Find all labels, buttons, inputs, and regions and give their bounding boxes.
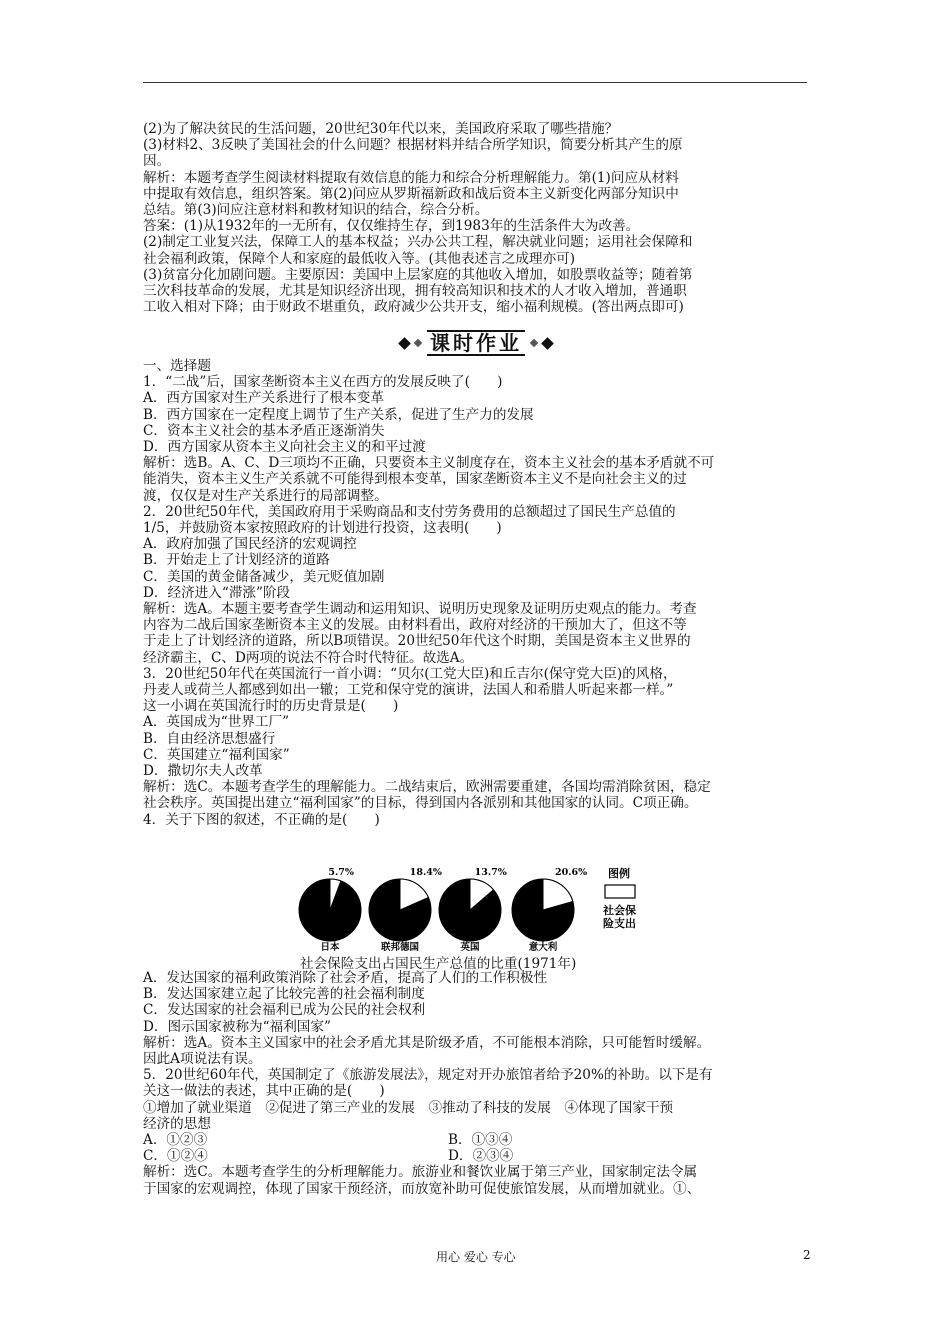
text-line: 解析：选A。本题主要考查学生调动和运用知识、说明历史现象及证明历史观点的能力。考查 [143, 601, 697, 618]
text-line: 社会秩序。英国提出建立“福利国家”的目标，得到国内各派别和其他国家的认同。C项正确。 [143, 795, 698, 812]
text-line: 渡，仅仅是对生产关系进行的局部调整。 [143, 487, 388, 504]
pie-category-label: 意大利 [528, 942, 558, 953]
exercise-block [143, 358, 815, 828]
pie-category-label: 英国 [460, 942, 480, 953]
text-line: C．英国建立“福利国家” [143, 746, 290, 763]
option-a: A．①②③ [143, 1132, 208, 1149]
text-line: D．西方国家从资本主义向社会主义的和平过渡 [143, 439, 426, 456]
text-line: 解析：选B。A、C、D三项均不正确，只要资本主义制度存在，资本主义社会的基本矛盾就不可 [143, 455, 715, 472]
diamond-icon [398, 337, 411, 350]
option-d: D．②③④ [448, 1148, 514, 1165]
q4-q5-block [143, 970, 815, 1197]
text-line: 社会福利政策，保障个人和家庭的最低收入等。(其他表述言之成理亦可) [143, 250, 576, 267]
text-line: 中提取有效信息，组织答案。第(2)问应从罗斯福新政和战后资本主义新变化两部分知识中 [143, 185, 679, 202]
text-line: D．撒切尔夫人改革 [143, 763, 263, 780]
text-line: 1/5，并鼓励资本家按照政府的计划进行投资，这表明( ) [143, 520, 502, 537]
pie-3 [439, 867, 507, 953]
text-line: 解析：选A。资本主义国家中的社会矛盾尤其是阶级矛盾，不可能根本消除，只可能暂时缓解。 [143, 1034, 711, 1051]
text-line: (3)贫富分化加剧问题。主要原因：美国中上层家庭的其他收入增加，如股票收益等；随着第 [143, 266, 693, 283]
text-line: 解析：选C。本题考查学生的分析理解能力。旅游业和餐饮业属于第三产业，国家制定法令属 [143, 1164, 698, 1181]
footer-motto: 用心 爱心 专心 [436, 1250, 516, 1264]
legend-title: 图例 [608, 867, 630, 880]
pie-4 [512, 867, 587, 953]
text-line: 解析：本题考查学生阅读材料提取有效信息的能力和综合分析理解能力。第(1)问应从材料 [143, 169, 679, 186]
text-line: A．英国成为“世界工厂” [143, 714, 290, 731]
diamond-icon [541, 337, 554, 350]
pie-value-label: 18.4% [409, 867, 442, 878]
text-line: C．资本主义社会的基本矛盾正逐渐消失 [143, 422, 385, 439]
text-line: A．西方国家对生产关系进行了根本变革 [143, 390, 384, 407]
text-line: 总结。第(3)问应注意材料和教材知识的结合，综合分析。 [143, 202, 489, 219]
text-line: 5．20世纪60年代，英国制定了《旅游发展法》，规定对开办旅馆者给予20%的补助。以下是有 [143, 1067, 713, 1084]
section-banner [376, 330, 576, 356]
legend-swatch [605, 885, 635, 898]
text-line: 2．20世纪50年代，美国政府用于采购商品和支付劳务费用的总额超过了国民生产总值的 [143, 503, 676, 520]
text-line: 解析：选C。本题考查学生的理解能力。二战结束后，欧洲需要重建，各国均需消除贫困，稳定 [143, 779, 711, 796]
text-line: B．西方国家在一定程度上调节了生产关系，促进了生产力的发展 [143, 406, 534, 423]
text-line: (3)材料2、3反映了美国社会的什么问题？根据材料并结合所学知识，简要分析其产生的原 [143, 137, 683, 154]
top-answer-block [143, 121, 815, 315]
option-b: B．①③④ [448, 1132, 513, 1149]
text-line: A．发达国家的福利政策消除了社会矛盾，提高了人们的工作积极性 [143, 970, 548, 986]
option-c: C．①②④ [143, 1148, 208, 1165]
pie-category-label: 日本 [320, 942, 340, 953]
text-line: 经济的思想 [143, 1115, 211, 1132]
text-line: 因此A项说法有误。 [143, 1051, 262, 1068]
pie-value-label: 20.6% [555, 867, 588, 878]
pie-category-label: 联邦德国 [380, 942, 420, 953]
text-line: C．发达国家的社会福利已成为公民的社会权利 [143, 1002, 426, 1019]
pie-value-label: 13.7% [474, 867, 507, 878]
text-line: B．发达国家建立起了比较完善的社会福利制度 [143, 986, 425, 1003]
text-line: 1．“二战”后，国家垄断资本主义在西方的发展反映了( ) [143, 374, 503, 391]
text-line: 三次科技革命的发展，尤其是知识经济出现，拥有较高知识和技术的人才收入增加，普通职 [143, 283, 687, 300]
chart-legend [602, 866, 636, 930]
q5-options-row-2 [143, 1148, 815, 1164]
banner-title: 课时作业 [427, 330, 525, 356]
text-line: 经济霸主，C、D两项的说法不符合时代特征。故选A。 [143, 649, 474, 666]
pie-value-label: 5.7% [328, 867, 354, 878]
text-line: 丹麦人或荷兰人都感到如出一辙；工党和保守党的演讲，法国人和希腊人听起来都一样。” [143, 682, 674, 699]
text-line: D．图示国家被称为“福利国家” [143, 1018, 331, 1035]
diamond-icon [414, 339, 422, 347]
text-line: 因。 [143, 153, 171, 170]
page-number: 2 [803, 1248, 811, 1262]
pie-2 [369, 867, 442, 953]
header-rule [143, 82, 807, 83]
text-line: 能消失，资本主义生产关系就不可能得到根本变革，国家垄断资本主义不是向社会主义的过 [143, 471, 687, 488]
text-line: 这一小调在英国流行时的历史背景是( ) [143, 698, 399, 715]
section-heading: 一、选择题 [143, 358, 211, 374]
text-line: 答案：(1)从1932年的一无所有，仅仅维持生存，到1983年的生活条件大为改善。 [143, 218, 640, 235]
text-line: 于走上了计划经济的道路，所以B项错误。20世纪50年代这个时期，美国是资本主义世界的 [143, 633, 691, 650]
text-line: 关这一做法的表述，其中正确的是( ) [143, 1083, 385, 1100]
pie-1 [299, 867, 361, 953]
chart-caption: 社会保险支出占国民生产总值的比重(1971年) [300, 956, 577, 972]
text-line: D．经济进入“滞涨”阶段 [143, 584, 291, 601]
legend-label: 社会保 [603, 904, 636, 917]
diamond-icon [530, 339, 538, 347]
legend-label: 险支出 [603, 917, 636, 930]
q5-options-row-1 [143, 1132, 815, 1148]
text-line: 工收入相对下降；由于财政不堪重负，政府减少公共开支，缩小福利规模。(答出两点即可) [143, 299, 684, 316]
text-line: A．政府加强了国民经济的宏观调控 [143, 536, 357, 553]
text-line: B．自由经济思想盛行 [143, 730, 276, 747]
text-line: ①增加了就业渠道 ②促进了第三产业的发展 ③推动了科技的发展 ④体现了国家干预 [143, 1099, 674, 1116]
text-line: 于国家的宏观调控，体现了国家干预经济，而放宽补助可促使旅馆发展，从而增加就业。①、 [143, 1180, 701, 1197]
text-line: (2)为了解决贫民的生活问题，20世纪30年代以来，美国政府采取了哪些措施？ [143, 121, 619, 137]
text-line: B．开始走上了计划经济的道路 [143, 552, 330, 569]
text-line: (2)制定工业复兴法，保障工人的基本权益；兴办公共工程，解决就业问题；运用社会保障和 [143, 234, 693, 251]
text-line: 4．关于下图的叙述，不正确的是( ) [143, 811, 380, 828]
text-line: C．美国的黄金储备减少，美元贬值加剧 [143, 568, 385, 585]
text-line: 内容为二战后国家垄断资本主义的发展。由材料看出，政府对经济的干预加大了，但这不等 [143, 617, 687, 634]
text-line: 3．20世纪50年代在英国流行一首小调：“贝尔(工党大臣)和丘吉尔(保守党大臣)的风格， [143, 665, 677, 682]
